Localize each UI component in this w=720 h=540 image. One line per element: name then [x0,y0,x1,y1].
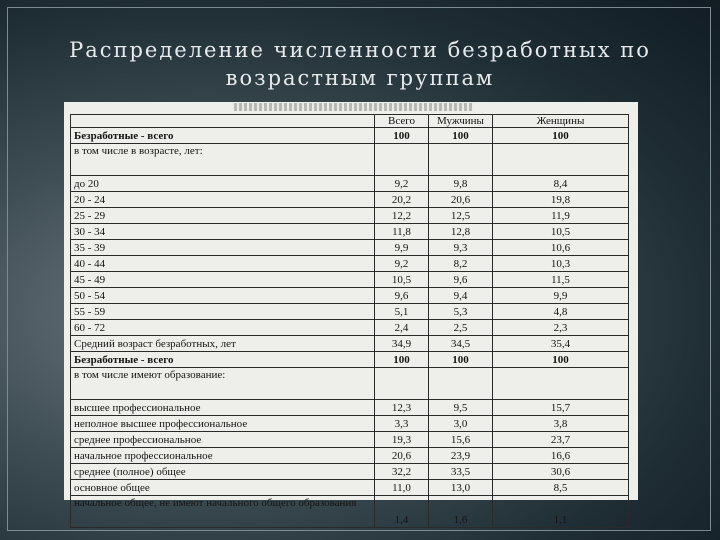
table-row [71,464,629,480]
header-label [71,115,375,128]
row-label: 40 - 44 [71,256,375,272]
cell-total: 20,6 [375,448,429,464]
table-row [71,144,629,176]
table-row [71,176,629,192]
cell-men: 9,5 [429,400,493,416]
table-row [71,368,629,400]
cell-women: 10,6 [493,240,629,256]
cell-total: 100 [375,352,429,368]
table-body [71,128,629,528]
cell-women: 4,8 [493,304,629,320]
cell-men [429,368,493,400]
cell-men: 12,8 [429,224,493,240]
cell-total [375,368,429,400]
cell-total: 9,2 [375,176,429,192]
cell-total: 10,5 [375,272,429,288]
cell-women: 23,7 [493,432,629,448]
row-label: 60 - 72 [71,320,375,336]
cell-women: 3,8 [493,416,629,432]
cell-women: 1,1 [493,496,629,528]
cell-total: 5,1 [375,304,429,320]
cell-men: 9,8 [429,176,493,192]
cell-total: 12,2 [375,208,429,224]
row-label: начальное профессиональное [71,448,375,464]
table-row [71,336,629,352]
cell-men: 34,5 [429,336,493,352]
cell-men: 8,2 [429,256,493,272]
cell-women: 9,9 [493,288,629,304]
table-row [71,352,629,368]
table-row [71,304,629,320]
cell-women: 100 [493,128,629,144]
row-label: в том числе в возрасте, лет: [71,144,375,176]
cell-women: 8,5 [493,480,629,496]
table-row [71,432,629,448]
scanned-table-image [64,102,638,526]
cell-women: 16,6 [493,448,629,464]
cell-women: 11,9 [493,208,629,224]
table-header-row [71,115,629,128]
cell-total: 9,6 [375,288,429,304]
table-row [71,272,629,288]
row-label: 50 - 54 [71,288,375,304]
cell-women [493,144,629,176]
cell-men: 3,0 [429,416,493,432]
cell-men: 15,6 [429,432,493,448]
header-women: Женщины [493,115,629,128]
cell-women: 10,5 [493,224,629,240]
cell-total: 3,3 [375,416,429,432]
table-row [71,448,629,464]
cell-total: 20,2 [375,192,429,208]
row-label: 55 - 59 [71,304,375,320]
row-label: в том числе имеют образование: [71,368,375,400]
table-row [71,208,629,224]
row-label: высшее профессиональное [71,400,375,416]
table-row [71,288,629,304]
row-label: Безработные - всего [71,128,375,144]
header-total: Всего [375,115,429,128]
table-row [71,320,629,336]
cell-women: 100 [493,352,629,368]
cell-total: 9,9 [375,240,429,256]
row-label: 25 - 29 [71,208,375,224]
cell-women: 10,3 [493,256,629,272]
table-row [71,128,629,144]
cell-women: 35,4 [493,336,629,352]
row-label: среднее (полное) общее [71,464,375,480]
cell-men [429,144,493,176]
row-label: до 20 [71,176,375,192]
table-row [71,240,629,256]
cell-total: 9,2 [375,256,429,272]
cell-men: 9,4 [429,288,493,304]
cell-men: 9,3 [429,240,493,256]
row-label: Средний возраст безработных, лет [71,336,375,352]
cell-total: 2,4 [375,320,429,336]
row-label: неполное высшее профессиональное [71,416,375,432]
row-label: начальное общее, не имеют начального общего образования [71,496,375,528]
cell-total: 11,0 [375,480,429,496]
cell-women [493,368,629,400]
row-label: 20 - 24 [71,192,375,208]
cell-men: 33,5 [429,464,493,480]
row-label: основное общее [71,480,375,496]
row-label: среднее профессиональное [71,432,375,448]
slide-title: Распределение численности безработных по возрастным группам [69,38,651,90]
cell-men: 12,5 [429,208,493,224]
cell-men: 13,0 [429,480,493,496]
cell-men: 100 [429,352,493,368]
cell-women: 15,7 [493,400,629,416]
cell-total: 11,8 [375,224,429,240]
cell-women: 19,8 [493,192,629,208]
cell-women: 8,4 [493,176,629,192]
header-men: Мужчины [429,115,493,128]
cell-men: 1,6 [429,496,493,528]
cell-total: 19,3 [375,432,429,448]
table-row [71,256,629,272]
table-row [71,480,629,496]
table-row [71,496,629,528]
row-label: 35 - 39 [71,240,375,256]
cell-total [375,144,429,176]
cell-men: 100 [429,128,493,144]
cell-women: 2,3 [493,320,629,336]
cell-men: 23,9 [429,448,493,464]
row-label: 45 - 49 [71,272,375,288]
table-row [71,224,629,240]
cell-men: 2,5 [429,320,493,336]
row-label: Безработные - всего [71,352,375,368]
table-row [71,192,629,208]
cell-men: 5,3 [429,304,493,320]
cell-men: 20,6 [429,192,493,208]
table-row [71,416,629,432]
cell-total: 34,9 [375,336,429,352]
table-row [71,400,629,416]
cell-women: 30,6 [493,464,629,480]
cell-total: 100 [375,128,429,144]
cropped-caption-line [234,103,474,111]
row-label: 30 - 34 [71,224,375,240]
cell-men: 9,6 [429,272,493,288]
cell-women: 11,5 [493,272,629,288]
unemployment-table [70,114,629,528]
cell-total: 32,2 [375,464,429,480]
cell-total: 1,4 [375,496,429,528]
cell-total: 12,3 [375,400,429,416]
